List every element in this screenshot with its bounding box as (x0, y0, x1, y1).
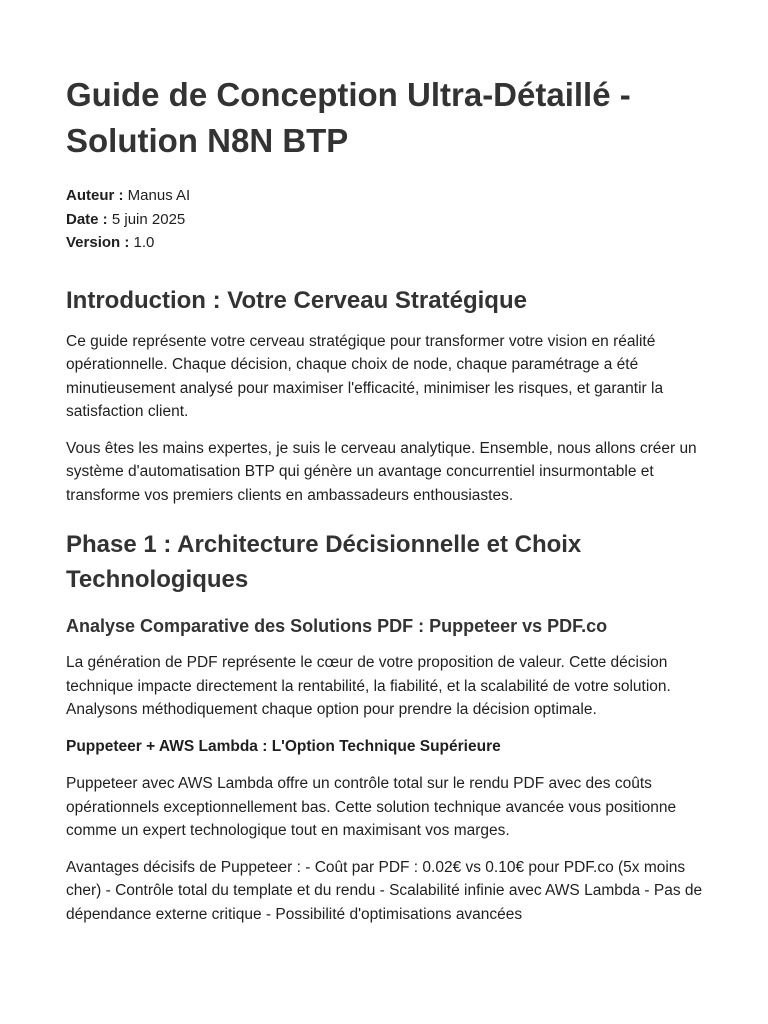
meta-date-value: 5 juin 2025 (111, 210, 186, 228)
pdf-comparison-heading: Analyse Comparative des Solutions PDF : Puppeteer vs PDF.co (66, 616, 608, 636)
meta-author-value: Manus AI (127, 187, 191, 204)
meta-version-value: 1.0 (133, 234, 155, 251)
intro-paragraph-2: Vous êtes les mains expertes, je suis le cerveau analytique. Ensemble, nous allons créer un système d'automatisation BTP qui génère un avantage concurrentiel insurmontable et transforme vos premiers clients en ambassadeurs enthousiastes. (66, 439, 697, 504)
meta-version (66, 231, 706, 255)
pdf-paragraph-1: La génération de PDF représente le cœur de votre proposition de valeur. Cette décision technique impacte directement la rentabilité, la fiabilité, et la scalabilité de votre solution. Analysons méthodiquement chaque option pour prendre la décision optimale. (66, 654, 671, 718)
intro-paragraph-1: Ce guide représente votre cerveau stratégique pour transformer votre vision en réalité opérationnelle. Chaque décision, chaque choix de node, chaque paramétrage a été minutieusement analysé pour maximiser l'efficacité, minimiser les risques, et garantir la satisfaction client. (66, 332, 664, 420)
meta-author (66, 184, 706, 208)
puppeteer-option-label: Puppeteer + AWS Lambda : L'Option Technique Supérieure (66, 737, 501, 755)
meta-author-label: Auteur : (66, 187, 124, 204)
pdf-paragraph-2: Puppeteer avec AWS Lambda offre un contrôle total sur le rendu PDF avec des coûts opérationnels exceptionnellement bas. Cette solution technique avancée vous positionne comme un expert technologique tout en maximisant vos marges. (66, 775, 677, 839)
pdf-paragraph-3: Avantages décisifs de Puppeteer : - Coût par PDF : 0.02€ vs 0.10€ pour PDF.co (5x moins cher) - Contrôle total du template et du rendu - Scalabilité infinie avec AWS Lambda - Pas de dépendance externe critique - Possibilité d'optimisations avancées (66, 858, 703, 923)
document-meta (66, 184, 706, 255)
meta-date (66, 208, 706, 232)
phase1-heading: Phase 1 : Architecture Décisionnelle et Choix Technologiques (66, 531, 582, 593)
meta-date-label: Date : (66, 210, 108, 228)
document-title: Guide de Conception Ultra-Détaillé - Solution N8N BTP (66, 76, 631, 159)
intro-heading: Introduction : Votre Cerveau Stratégique (66, 286, 527, 314)
meta-version-label: Version : (66, 234, 130, 251)
